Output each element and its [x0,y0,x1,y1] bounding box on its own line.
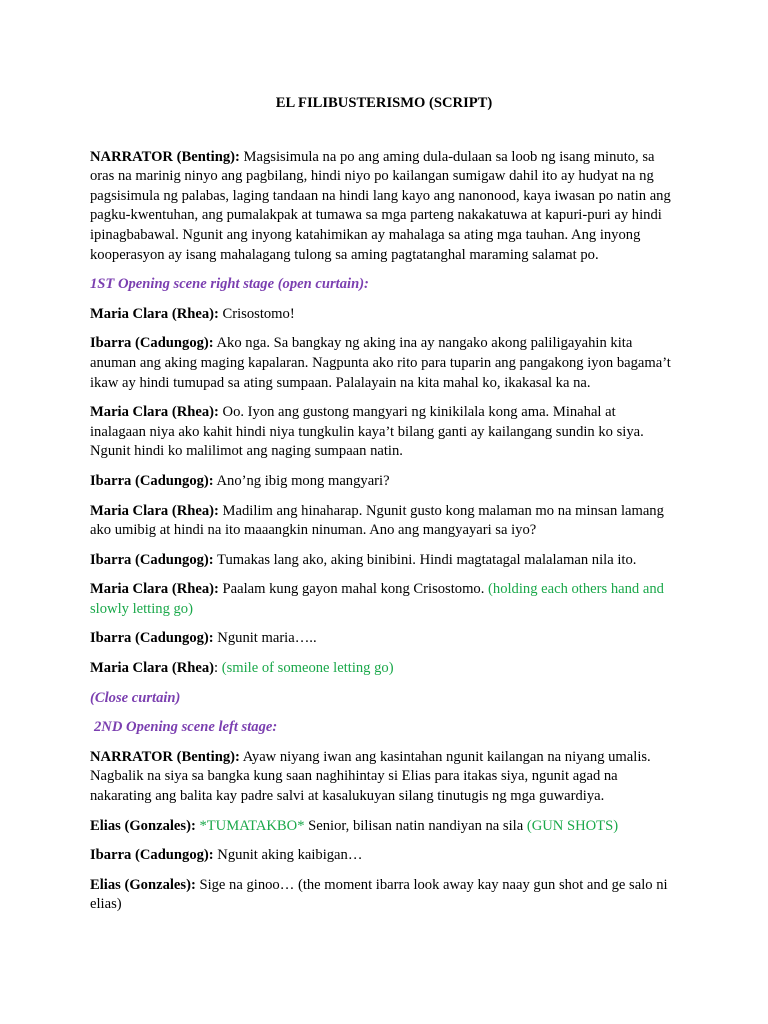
dialogue-text: Ano’ng ibig mong mangyari? [213,472,390,489]
speaker-name: Ibarra (Cadungog): [90,551,214,568]
stage-direction: 2ND Opening scene left stage: [94,719,278,736]
script-line [90,472,674,492]
dialogue-text: Senior, bilisan natin nandiyan na sila [304,817,527,834]
script-line [90,502,674,541]
script-line [90,403,674,462]
speaker-name: Elias (Gonzales): [90,817,196,834]
stage-direction: (Close curtain) [90,689,181,706]
dialogue-text: : [214,660,222,677]
speaker-name: NARRATOR (Benting): [90,148,240,165]
action-note: (smile of someone letting go) [221,660,394,677]
dialogue-text: Tumakas lang ako, aking binibini. Hindi magtatagal malalaman nila ito. [213,551,637,568]
script-line [90,580,674,619]
stage-direction: 1ST Opening scene right stage (open curtain): [90,276,369,293]
speaker-name: Maria Clara (Rhea): [90,581,219,598]
speaker-name: NARRATOR (Benting): [90,748,240,765]
script-line [90,846,674,866]
dialogue-text: Madilim ang hinaharap. Ngunit gusto kong malaman mo na minsan lamang ako umibig at hindi na ito maaangkin ninuman. Ano ang mangyayari sa iyo? [90,502,664,539]
document-title: EL FILIBUSTERISMO (SCRIPT) [275,95,493,111]
dialogue-text: Sige na ginoo… (the moment ibarra look away kay naay gun shot and ge salo ni elias) [90,876,668,913]
speaker-name: Ibarra (Cadungog): [90,335,214,352]
script-line [90,748,674,807]
speaker-name: Ibarra (Cadungog): [90,472,214,489]
speaker-name: Ibarra (Cadungog): [90,847,214,864]
script-line [90,876,674,915]
dialogue-text: Ako nga. Sa bangkay ng aking ina ay nangako akong paliligayahin kita anuman ang aking maging kapalaran. Nagpunta ako rito para tuparin ang pangakong iyon bagama’t ikaw ay hindi tumupad sa ating sumpaan. Palalayain na kita mahal ko, ikakasal ka na. [90,335,671,391]
script-line [90,305,674,325]
script-line [90,334,674,393]
speaker-name: Maria Clara (Rhea): [90,305,219,322]
dialogue-text: Paalam kung gayon mahal kong Crisostomo. [218,581,489,598]
action-note: (holding each others hand and slowly letting go) [90,581,664,617]
speaker-name: Elias (Gonzales): [90,876,196,893]
script-line [90,817,674,837]
dialogue-text: Crisostomo! [218,305,295,322]
dialogue-text: Magsisimula na po ang aming dula-dulaan sa loob ng isang minuto, sa oras na marinig ninyo ang pagbilang, hindi niyo po kailangan sumigaw dahil ito ay hudyat na ng pagsisimula ng palabas, laging tandaan na hindi lang kayo ang nanonood, kaya iwasan po natin ang pagku-kwentuhan, ang pumalakpak at tumawa sa mga parteng nakakatuwa at kapuri-puri ay hindi ipinagbabawal. Ngunit ang inyong katahimikan ay mahalaga sa ating mga tauhan. Ang inyong kooperasyon ay isang mahalagang tulong sa aming pagtatanghal maraming salamat po. [90,148,671,263]
dialogue-text: Ayaw niyang iwan ang kasintahan ngunit kailangan na niyang umalis. Nagbalik na siya sa bangka kung saan naghihintay si Elias para itakas siya, ngunit agad na nakarating ang balita kay padre salvi at kasalukuyan silang tinutugis ng mga guwardiya. [90,748,651,805]
speaker-name: Maria Clara (Rhea): [90,502,219,519]
script-line [90,148,674,266]
dialogue-text: Ngunit aking kaibigan… [213,847,363,864]
dialogue-text: Oo. Iyon ang gustong mangyari ng kinikilala kong ama. Minahal at inalagaan niya ako kahit hindi niya tungkulin kaya’t bilang ganti ay kailangang sundin ko siya. Ngunit hindi ko malilimot ang naging sumpaan natin. [90,404,644,460]
dialogue-text: Ngunit maria….. [213,630,317,647]
script-line [90,629,674,649]
speaker-name: Maria Clara (Rhea) [90,660,215,677]
action-note: (GUN SHOTS) [526,817,619,834]
speaker-name: Maria Clara (Rhea): [90,404,219,421]
action-note: *TUMATAKBO* [195,817,305,834]
script-line [90,551,674,571]
speaker-name: Ibarra (Cadungog): [90,630,214,647]
script-line [90,659,674,679]
